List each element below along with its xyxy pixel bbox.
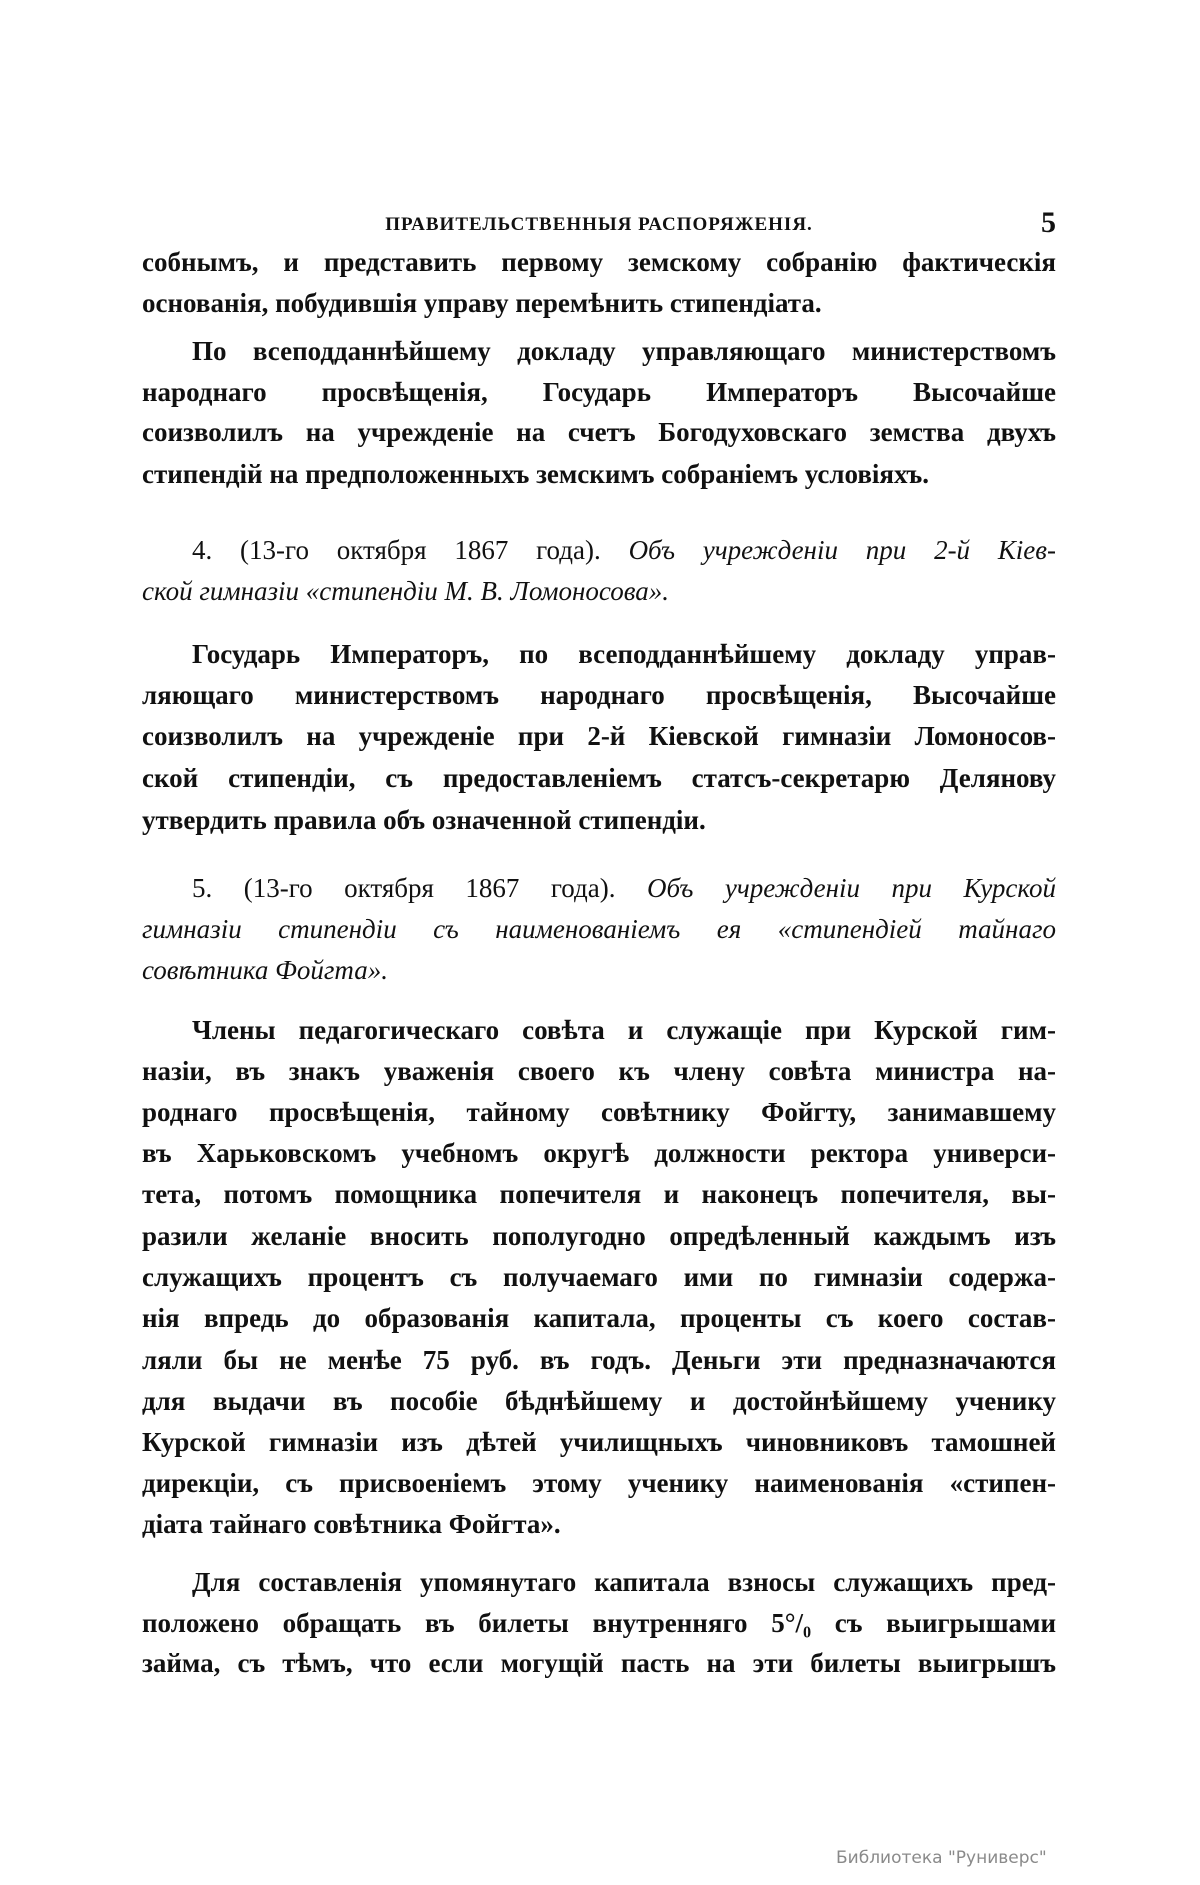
text-line: тета, потомъ помощника попечителя и наконецъ попечителя, вы-: [142, 1179, 1056, 1209]
section-5-title-cont: совѣтника Фойгта».: [142, 955, 388, 985]
text-line: для выдачи въ пособіе бѣднѣйшему и достойнѣйшему ученику: [142, 1386, 1056, 1416]
text-line: народнаго просвѣщенія, Государь Императоръ Высочайше: [142, 377, 1056, 407]
section-5-date: 5. (13-го октября 1867 года).: [192, 873, 616, 903]
section-5-title-cont: гимназіи стипендіи съ наименованіемъ ея «стипендіей тайнаго: [142, 914, 1056, 944]
text-line: разили желаніе вносить пополугодно опредѣленный каждымъ изъ: [142, 1221, 1056, 1251]
section-4-heading: [192, 533, 1056, 567]
text-line: Курской гимназіи изъ дѣтей училищныхъ чиновниковъ тамошней: [142, 1427, 1056, 1457]
text-line: Для составленія упомянутаго капитала взносы служащихъ пред-: [192, 1567, 1056, 1597]
text-line: ляли бы не менѣе 75 руб. въ годъ. Деньги эти предназначаются: [142, 1345, 1056, 1375]
text-line: По всеподданнѣйшему докладу управляющаго министерствомъ: [192, 336, 1056, 366]
section-4-title-cont: ской гимназіи «стипендіи М. В. Ломоносова».: [142, 576, 670, 606]
text-line: положено обращать въ билеты внутренняго 5°/₀ съ выигрышами: [142, 1608, 1056, 1638]
section-5-title: Объ учрежденіи при Курской: [646, 873, 1056, 903]
text-line: назіи, въ знакъ уваженія своего къ члену совѣта министра на-: [142, 1056, 1056, 1086]
text-line: собнымъ, и представить первому земскому собранію фактическія: [142, 247, 1056, 277]
running-header: [142, 206, 1056, 240]
text-line: займа, съ тѣмъ, что если могущій пасть на эти билеты выигрышъ: [142, 1648, 1056, 1678]
section-4-date: 4. (13-го октября 1867 года).: [192, 535, 601, 565]
text-line: ской стипендіи, съ предоставленіемъ статсъ-секретарю Делянову: [142, 763, 1056, 793]
text-line: роднаго просвѣщенія, тайному совѣтнику Фойгту, занимавшему: [142, 1097, 1056, 1127]
section-5-heading: [192, 871, 1056, 905]
section-4-title: Объ учрежденіи при 2-й Кіев-: [628, 535, 1056, 565]
text-line: нія впредь до образованія капитала, проценты съ коего состав-: [142, 1303, 1056, 1333]
text-line: Члены педагогическаго совѣта и служащіе при Курской гим-: [192, 1015, 1056, 1045]
text-line: дирекціи, съ присвоеніемъ этому ученику наименованія «стипен-: [142, 1468, 1056, 1498]
running-title: ПРАВИТЕЛЬСТВЕННЫЯ РАСПОРЯЖЕНІЯ.: [385, 214, 813, 235]
text-line: діата тайнаго совѣтника Фойгта».: [142, 1509, 561, 1539]
library-watermark: Библиотека "Руниверс": [836, 1848, 1047, 1868]
text-line: служащихъ процентъ съ получаемаго ими по гимназіи содержа-: [142, 1262, 1056, 1292]
text-line: стипендій на предположенныхъ земскимъ собраніемъ условіяхъ.: [142, 459, 929, 489]
text-line: ляющаго министерствомъ народнаго просвѣщенія, Высочайше: [142, 680, 1056, 710]
text-line: соизволилъ на учрежденіе на счетъ Богодуховскаго земства двухъ: [142, 417, 1056, 447]
text-line: въ Харьковскомъ учебномъ округѣ должности ректора универси-: [142, 1138, 1056, 1168]
page-number: 5: [1041, 206, 1056, 239]
text-line: утвердить правила объ означенной стипендіи.: [142, 805, 706, 835]
text-line: Государь Императоръ, по всеподданнѣйшему докладу управ-: [192, 639, 1056, 669]
text-line: соизволилъ на учрежденіе при 2-й Кіевской гимназіи Ломоносов-: [142, 721, 1056, 751]
text-line: основанія, побудившія управу перемѣнить стипендіата.: [142, 288, 822, 318]
